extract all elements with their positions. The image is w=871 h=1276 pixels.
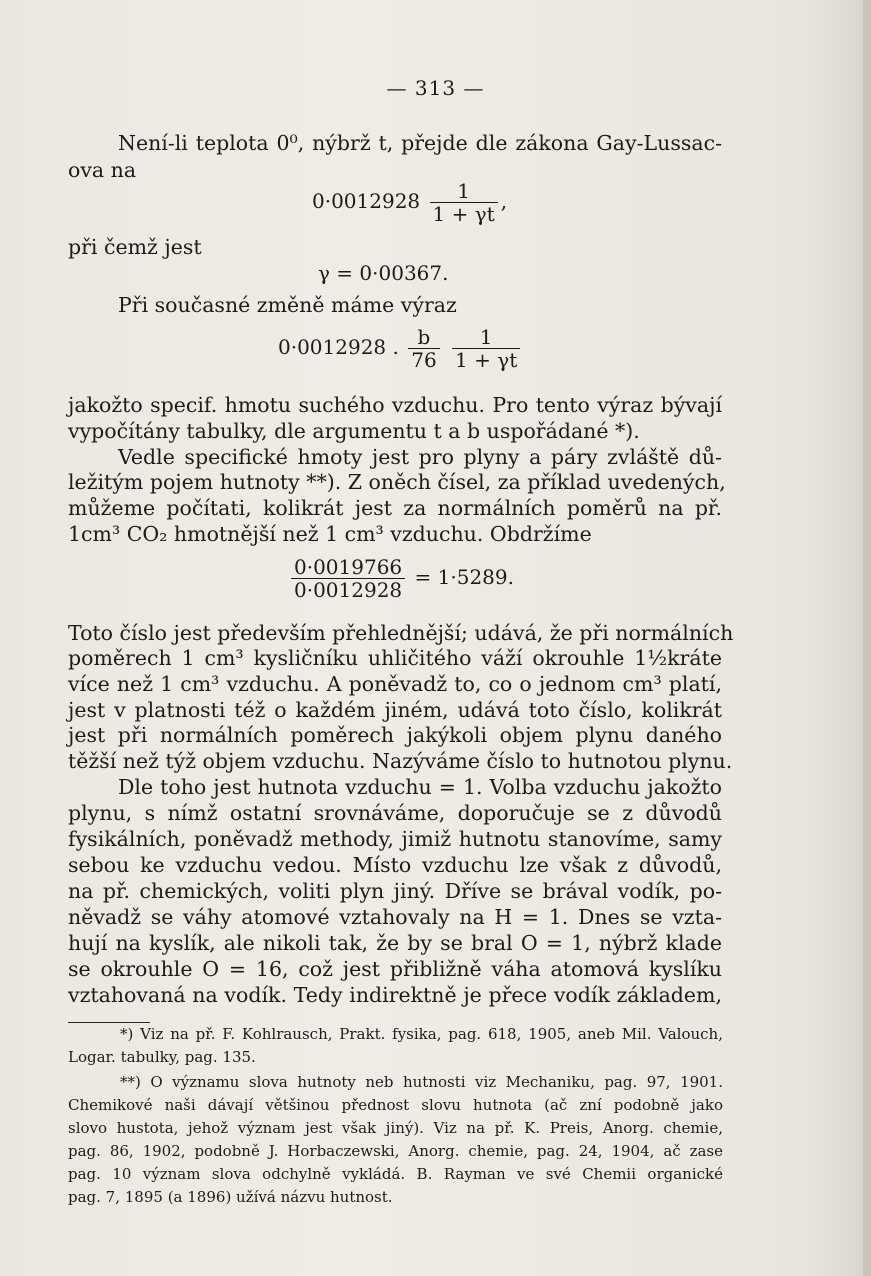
text-line: plynu, s nímž ostatní srovnáváme, doporučuje se z důvodů — [68, 801, 722, 825]
fraction-numerator: 1 — [452, 326, 520, 349]
fraction-numerator: 1 — [430, 180, 498, 203]
text-line: více než 1 cm³ vzduchu. A poněvadž to, co o jednom cm³ platí, — [68, 672, 722, 696]
text-line: těžší než týž objem vzduchu. Nazýváme číslo to hutnotou plynu. — [68, 749, 733, 773]
text-line: fysikálních, poněvadž methody, jimiž hutnotu stanovíme, samy — [68, 827, 722, 851]
text-line: vztahovaná na vodík. Tedy indirektně je přece vodík základem, — [68, 983, 722, 1007]
text-line: vypočítány tabulky, dle argumentu t a b uspořádané *). — [68, 419, 640, 443]
text-line: Není-li teplota 0⁰, nýbrž t, přejde dle zákona Gay-Lussac- — [118, 131, 722, 155]
fraction — [452, 326, 520, 371]
text-line: na př. chemických, voliti plyn jiný. Dříve se brával vodík, po- — [68, 879, 722, 903]
fraction-denominator: 76 — [411, 348, 437, 372]
footnote-line: *) Viz na př. F. Kohlrausch, Prakt. fysika, pag. 618, 1905, aneb Mil. Valouch, — [120, 1025, 723, 1043]
text-line: jakožto specif. hmotu suchého vzduchu. Pro tento výraz bývají — [68, 393, 722, 417]
text-line: 1cm³ CO₂ hmotnější než 1 cm³ vzduchu. Obdržíme — [68, 522, 592, 546]
text-line: Vedle specifické hmoty jest pro plyny a páry zvláště dů- — [118, 445, 722, 469]
text-line: poměrech 1 cm³ kysličníku uhličitého váží okrouhle 1½kráte — [68, 646, 722, 670]
formula-gay-lussac — [312, 180, 507, 225]
footnote-line: slovo hustota, jehož význam jest však jiný). Viz na př. K. Preis, Anorg. chemie, — [68, 1119, 723, 1137]
footnote-line: pag. 86, 1902, podobně J. Horbaczewski, Anorg. chemie, pag. 24, 1904, ač zase — [68, 1142, 723, 1160]
text-line: ležitým pojem hutnoty **). Z oněch čísel, za příklad uvedených, — [68, 470, 726, 494]
text-line: se okrouhle O = 16, což jest přibližně váha atomová kyslíku — [68, 957, 722, 981]
text-line: ova na — [68, 158, 137, 182]
footnote-line: Logar. tabulky, pag. 135. — [68, 1048, 256, 1066]
fraction-numerator: 0·0019766 — [291, 556, 405, 579]
text-line: jest při normálních poměrech jakýkoli objem plynu daného — [68, 723, 722, 747]
footnote-line: **) O významu slova hutnoty neb hutnosti viz Mechaniku, pag. 97, 1901. — [120, 1073, 723, 1091]
fraction-denominator: 1 + γt — [455, 348, 518, 372]
formula-specific-mass — [278, 326, 523, 371]
text-line: hují na kyslík, ale nikoli tak, že by se bral O = 1, nýbrž klade — [68, 931, 722, 955]
fraction — [430, 180, 498, 225]
fraction-numerator: b — [408, 326, 439, 349]
page-number: — 313 — — [386, 76, 485, 100]
footnote-divider — [68, 1022, 150, 1023]
fraction-denominator: 1 + γt — [432, 202, 495, 226]
text-line: při čemž jest — [68, 235, 202, 259]
formula-gamma: γ = 0·00367. — [318, 261, 449, 285]
footnote-line: pag. 10 význam slova odchylně vykládá. B. Rayman ve své Chemii organické — [68, 1165, 723, 1183]
footnote-line: pag. 7, 1895 (a 1896) užívá názvu hutnost. — [68, 1188, 393, 1206]
formula-result: = 1·5289. — [414, 565, 514, 589]
text-line: Dle toho jest hutnota vzduchu = 1. Volba vzduchu jakožto — [118, 775, 722, 799]
formula-coefficient: 0·0012928 — [312, 189, 421, 213]
text-line: sebou ke vzduchu vedou. Místo vzduchu lze však z důvodů, — [68, 853, 722, 877]
formula-punctuation: , — [500, 189, 508, 213]
text-line: můžeme počítati, kolikrát jest za normálních poměrů na př. — [68, 496, 722, 520]
formula-ratio — [288, 556, 514, 601]
text-line: jest v platnosti též o každém jiném, udává toto číslo, kolikrát — [68, 698, 722, 722]
formula-coefficient: 0·0012928 . — [278, 335, 399, 359]
fraction — [408, 326, 439, 371]
text-line: Toto číslo jest především přehlednější; udává, že při normálních — [68, 621, 734, 645]
fraction-denominator: 0·0012928 — [294, 578, 403, 602]
text-line: něvadž se váhy atomové vztahovaly na H = 1. Dnes se vzta- — [68, 905, 722, 929]
footnote-line: Chemikové naši dávají většinou přednost slovu hutnota (ač zní podobně jako — [68, 1096, 723, 1114]
text-line: Při současné změně máme výraz — [118, 293, 457, 317]
fraction — [291, 556, 405, 601]
